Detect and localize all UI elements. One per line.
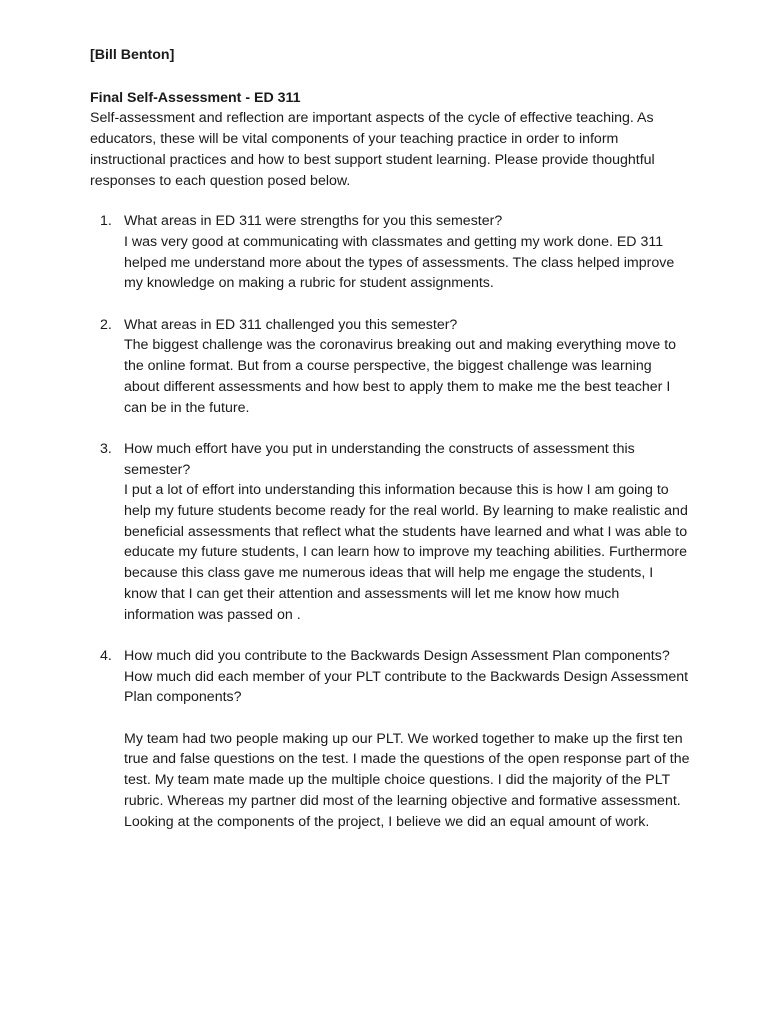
- question-item: [90, 646, 690, 832]
- answer-text: My team had two people making up our PLT. We worked together to make up the first ten true and false questions on the test. I made the questions of the open response part of the test. My team mate made up the multiple choice questions. I did the majority of the PLT rubric. Whereas my partner did most of the learning objective and formative assessment. Looking at the components of the project, I believe we did an equal amount of work.: [124, 730, 690, 830]
- question-number: 1.: [100, 213, 112, 230]
- answer-text: I was very good at communicating with classmates and getting my work done. ED 311 helped me understand more about the types of assessments. The class helped improve my knowledge on making a rubric for student assignments.: [124, 233, 675, 292]
- question-number: 4.: [100, 647, 112, 664]
- question-item: [90, 439, 690, 625]
- answer-text: The biggest challenge was the coronavirus breaking out and making everything move to the online format. But from a course perspective, the biggest challenge was learning about different assessments and how best to apply them to make me the best teacher I can be in the future.: [124, 337, 677, 416]
- question-item: [90, 315, 690, 419]
- question-list: [90, 211, 690, 832]
- question-item: [90, 211, 690, 294]
- answer-text: I put a lot of effort into understanding this information because this is how I am going to help my future students become ready for the real world. By learning to make realistic and beneficial assessments that reflect what the students have learned and what I was able to educate my future students, I can learn how to improve my teaching abilities. Furthermore because this class gave me numerous ideas that will help me engage the students, I know that I can get their attention and assessments will let me know how much information was passed on .: [124, 482, 688, 623]
- question-text: What areas in ED 311 were strengths for you this semester?: [124, 213, 503, 230]
- intro-paragraph: Self-assessment and reflection are important aspects of the cycle of effective teaching. As educators, these will be vital components of your teaching practice in order to inform instructional practices and how to best support student learning. Please provide thoughtful responses to each question posed below.: [90, 110, 655, 189]
- question-number: 3.: [100, 440, 112, 457]
- question-text: How much did you contribute to the Backwards Design Assessment Plan components? How much did each member of your PLT contribute to the Backwards Design Assessment Plan components?: [124, 647, 689, 706]
- document-page: [90, 45, 690, 853]
- question-text: How much effort have you put in understanding the constructs of assessment this semester?: [124, 440, 635, 478]
- student-name: [Bill Benton]: [90, 47, 175, 63]
- question-number: 2.: [100, 316, 112, 333]
- question-text: What areas in ED 311 challenged you this semester?: [124, 316, 458, 333]
- document-title: Final Self-Assessment - ED 311: [90, 89, 301, 106]
